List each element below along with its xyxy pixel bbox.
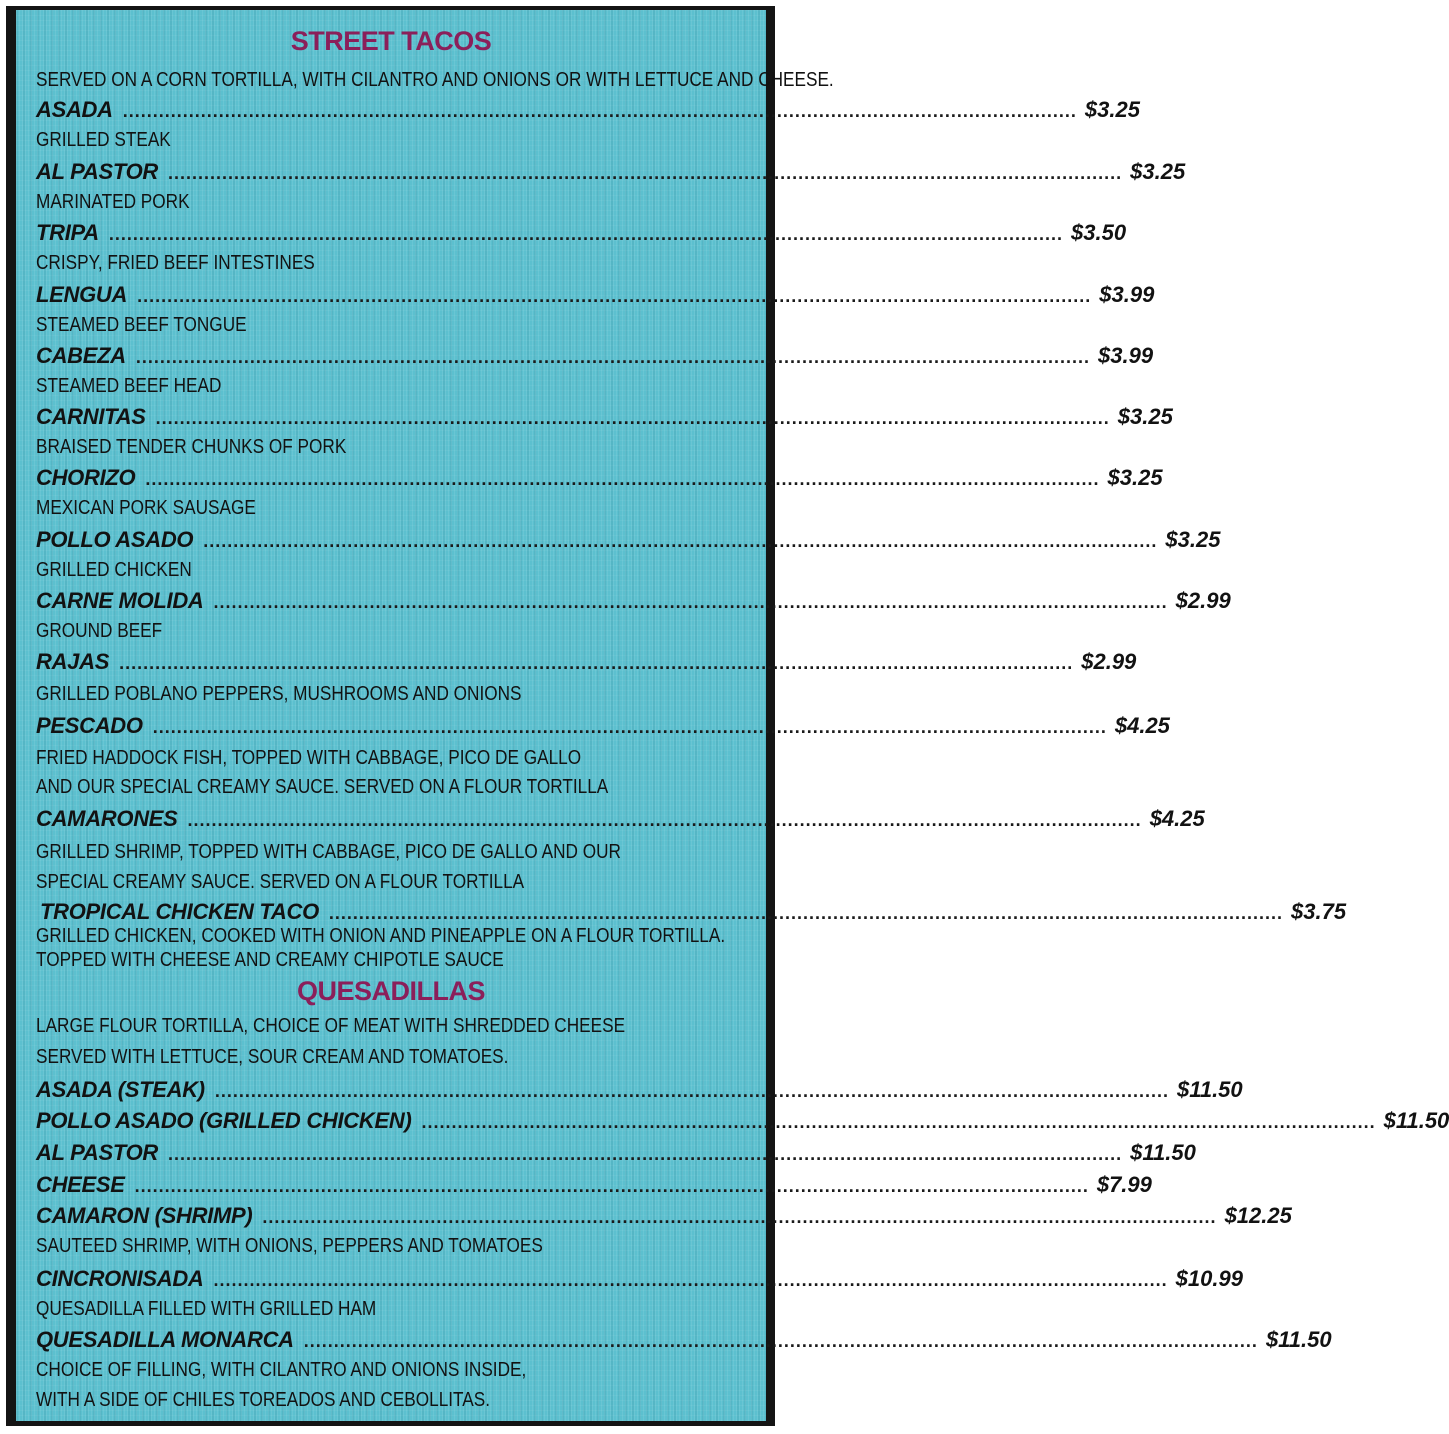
quesadilla-item-description: QUESADILLA FILLED WITH GRILLED HAM	[36, 1298, 377, 1320]
street-tacos-title: STREET TACOS	[290, 26, 492, 56]
taco-item-price: $4.25	[1114, 713, 1170, 738]
taco-item-description: GRILLED CHICKEN	[36, 559, 192, 581]
taco-item-description: MEXICAN PORK SAUSAGE	[36, 497, 256, 519]
taco-item-description: CRISPY, FRIED BEEF INTESTINES	[36, 252, 315, 274]
taco-item-leader-dots: ...............................................................................................................................................................	[168, 163, 1123, 183]
taco-item-price: $3.25	[1130, 159, 1186, 184]
taco-item-leader-dots: ...............................................................................................................................................................	[108, 224, 1064, 244]
taco-item-description: STEAMED BEEF HEAD	[36, 375, 222, 397]
taco-item-description: GRILLED STEAK	[36, 129, 171, 151]
taco-item-name: CHORIZO	[36, 465, 136, 490]
taco-item-name: PESCADO	[36, 713, 143, 738]
quesadilla-item-leader-dots: ...............................................................................................................................................................	[303, 1331, 1258, 1351]
quesadilla-item-leader-dots: ...............................................................................................................................................................	[214, 1081, 1169, 1101]
taco-item-row	[36, 342, 1154, 371]
taco-item-description: GROUND BEEF	[36, 620, 163, 642]
quesadilla-item-price: $11.50	[1177, 1077, 1243, 1102]
street-tacos-subtitle: SERVED ON A CORN TORTILLA, WITH CILANTRO AND ONIONS OR WITH LETTUCE AND CHEESE.	[36, 69, 834, 91]
quesadilla-item-leader-dots: ...............................................................................................................................................................	[213, 1270, 1168, 1290]
taco-item-name: TRIPA	[36, 220, 99, 245]
quesadilla-item-name: CAMARON (SHRIMP)	[36, 1203, 253, 1228]
taco-item-description: TOPPED WITH CHEESE AND CREAMY CHIPOTLE SAUCE	[36, 949, 504, 971]
taco-item-leader-dots: ...............................................................................................................................................................	[203, 531, 1158, 551]
taco-item-name: TROPICAL CHICKEN TACO	[40, 899, 319, 924]
taco-item-row	[36, 219, 1127, 248]
taco-item-name: AL PASTOR	[36, 159, 158, 184]
menu-frame	[6, 6, 1449, 1426]
quesadillas-subtitle-line-1: LARGE FLOUR TORTILLA, CHOICE OF MEAT WITH SHREDDED CHEESE	[36, 1015, 626, 1037]
taco-item-leader-dots: ...............................................................................................................................................................	[155, 408, 1110, 428]
taco-item-leader-dots: ...............................................................................................................................................................	[152, 717, 1107, 737]
taco-item-row	[36, 96, 1140, 125]
quesadilla-item-description: WITH A SIDE OF CHILES TOREADOS AND CEBOLLITAS.	[36, 1389, 491, 1411]
taco-item-name: CABEZA	[36, 343, 126, 368]
taco-item-price: $3.50	[1071, 220, 1127, 245]
quesadilla-item-row	[36, 1326, 1332, 1355]
quesadilla-item-price: $10.99	[1175, 1266, 1243, 1291]
taco-item-description: MARINATED PORK	[36, 191, 190, 213]
taco-item-price: $2.99	[1175, 588, 1231, 613]
taco-item-description: GRILLED SHRIMP, TOPPED WITH CABBAGE, PICO DE GALLO AND OUR	[36, 841, 621, 863]
taco-item-leader-dots: ...............................................................................................................................................................	[137, 286, 1092, 306]
taco-item-description: SPECIAL CREAMY SAUCE. SERVED ON A FLOUR TORTILLA	[36, 871, 525, 893]
menu-panel	[16, 10, 1449, 1421]
quesadilla-item-name: CHEESE	[36, 1172, 125, 1197]
taco-item-name: LENGUA	[36, 282, 128, 307]
taco-item-price: $3.25	[1084, 97, 1140, 122]
quesadilla-item-row	[36, 1139, 1196, 1168]
taco-item-description: BRAISED TENDER CHUNKS OF PORK	[36, 436, 347, 458]
quesadilla-item-name: CINCRONISADA	[36, 1266, 204, 1291]
taco-item-description: GRILLED CHICKEN, COOKED WITH ONION AND PINEAPPLE ON A FLOUR TORTILLA.	[36, 925, 726, 947]
taco-item-name: CARNE MOLIDA	[36, 588, 204, 613]
quesadilla-item-description: CHOICE OF FILLING, WITH CILANTRO AND ONIONS INSIDE,	[36, 1359, 527, 1381]
taco-item-row	[36, 403, 1173, 432]
taco-item-row	[36, 805, 1205, 834]
quesadilla-item-price: $11.50	[1265, 1327, 1332, 1352]
taco-item-leader-dots: ...............................................................................................................................................................	[328, 903, 1284, 923]
taco-item-description: STEAMED BEEF TONGUE	[36, 314, 247, 336]
taco-item-row	[36, 281, 1155, 310]
taco-item-price: $4.25	[1149, 806, 1205, 831]
taco-item-row	[36, 464, 1163, 493]
taco-item-leader-dots: ...............................................................................................................................................................	[145, 469, 1100, 489]
taco-item-leader-dots: ...............................................................................................................................................................	[187, 810, 1142, 830]
quesadilla-item-row	[36, 1076, 1243, 1105]
quesadilla-item-leader-dots: ...............................................................................................................................................................	[168, 1144, 1123, 1164]
taco-item-row	[36, 712, 1170, 741]
taco-item-price: $3.99	[1098, 343, 1154, 368]
taco-item-row	[36, 158, 1186, 187]
quesadilla-item-name: POLLO ASADO (GRILLED CHICKEN)	[36, 1108, 412, 1133]
taco-item-row	[36, 648, 1137, 677]
taco-item-description: GRILLED POBLANO PEPPERS, MUSHROOMS AND ONIONS	[36, 683, 522, 705]
taco-item-name: CARNITAS	[36, 404, 146, 429]
taco-item-row	[36, 526, 1221, 555]
quesadilla-item-row	[36, 1107, 1449, 1136]
quesadilla-item-row	[36, 1265, 1243, 1294]
quesadillas-subtitle-line-2: SERVED WITH LETTUCE, SOUR CREAM AND TOMATOES.	[36, 1046, 509, 1068]
quesadilla-item-price: $7.99	[1096, 1172, 1152, 1197]
quesadillas-title: QUESADILLAS	[296, 976, 485, 1006]
taco-item-description: AND OUR SPECIAL CREAMY SAUCE. SERVED ON A FLOUR TORTILLA	[36, 776, 609, 798]
taco-item-price: $2.99	[1081, 649, 1137, 674]
taco-item-row	[36, 587, 1231, 616]
taco-item-price: $3.25	[1107, 465, 1163, 490]
taco-item-leader-dots: ...............................................................................................................................................................	[119, 653, 1074, 673]
taco-item-name: ASADA	[36, 97, 113, 122]
taco-item-name: CAMARONES	[36, 806, 178, 831]
quesadilla-item-description: SAUTEED SHRIMP, WITH ONIONS, PEPPERS AND TOMATOES	[36, 1235, 543, 1257]
quesadilla-item-row	[36, 1171, 1152, 1200]
taco-item-leader-dots: ...............................................................................................................................................................	[122, 101, 1077, 121]
taco-item-leader-dots: ...............................................................................................................................................................	[135, 347, 1091, 367]
taco-item-price: $3.25	[1117, 404, 1173, 429]
quesadilla-item-leader-dots: ...............................................................................................................................................................	[421, 1112, 1376, 1132]
quesadilla-item-price: $12.25	[1224, 1203, 1292, 1228]
taco-item-price: $3.25	[1165, 527, 1221, 552]
taco-item-description: FRIED HADDOCK FISH, TOPPED WITH CABBAGE, PICO DE GALLO	[36, 747, 582, 769]
quesadilla-item-name: ASADA (STEAK)	[36, 1077, 205, 1102]
quesadilla-item-name: QUESADILLA MONARCA	[36, 1327, 294, 1352]
taco-item-price: $3.99	[1099, 282, 1155, 307]
taco-item-price: $3.75	[1291, 899, 1347, 924]
quesadilla-item-leader-dots: ...............................................................................................................................................................	[134, 1176, 1089, 1196]
taco-item-row	[36, 898, 1347, 927]
quesadilla-item-name: AL PASTOR	[36, 1140, 158, 1165]
quesadilla-item-leader-dots: ...............................................................................................................................................................	[262, 1207, 1217, 1227]
taco-item-name: RAJAS	[36, 649, 110, 674]
quesadilla-item-price: $11.50	[1383, 1108, 1449, 1133]
taco-item-name: POLLO ASADO	[36, 527, 194, 552]
quesadilla-item-row	[36, 1202, 1292, 1231]
taco-item-leader-dots: ...............................................................................................................................................................	[213, 592, 1168, 612]
quesadilla-item-price: $11.50	[1130, 1140, 1196, 1165]
